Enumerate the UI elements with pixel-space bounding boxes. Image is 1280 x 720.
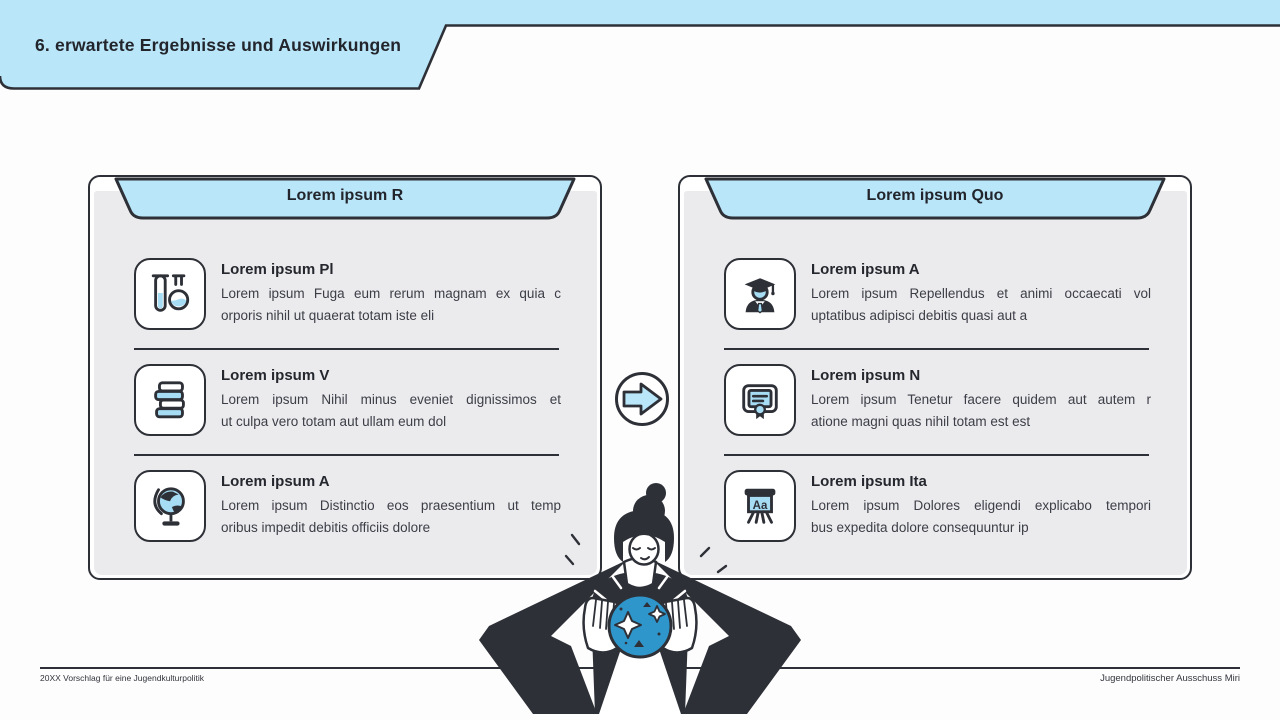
list-item xyxy=(724,364,1164,436)
item-title: Lorem ipsum Pl xyxy=(221,261,334,278)
item-body-line: atione magni quas nihil totam est est xyxy=(811,413,1031,429)
item-body-line: Lorem ipsum Fuga eum rerum magnam ex quia c xyxy=(221,286,561,301)
item-body-line: uptatibus adipisci debitis quasi aut a xyxy=(811,307,1028,323)
item-body-line: orporis nihil ut quaerat totam iste eli xyxy=(221,307,435,323)
item-body-line: Lorem ipsum Tenetur facere quidem aut autem r xyxy=(811,392,1151,407)
item-title: Lorem ipsum A xyxy=(811,261,920,278)
divider xyxy=(134,454,559,456)
footer-right-text: Jugendpolitischer Ausschuss Miri xyxy=(1100,673,1240,684)
fortune-teller-illustration xyxy=(475,478,805,720)
globe-icon xyxy=(134,470,206,542)
item-body-line: Lorem ipsum Nihil minus eveniet dignissimos et xyxy=(221,392,561,407)
graduate-icon xyxy=(724,258,796,330)
panel-left-header: Lorem ipsum R xyxy=(286,187,404,204)
books-icon xyxy=(134,364,206,436)
footer-left-text: 20XX Vorschlag für eine Jugendkulturpolitik xyxy=(40,673,204,683)
item-body-line: Lorem ipsum Repellendus et animi occaecati vol xyxy=(811,286,1151,301)
panel-right-header: Lorem ipsum Quo xyxy=(866,187,1004,204)
certificate-icon xyxy=(724,364,796,436)
item-title: Lorem ipsum Ita xyxy=(811,473,927,490)
item-title: Lorem ipsum N xyxy=(811,367,921,384)
flask-icon xyxy=(134,258,206,330)
item-body-line: ut culpa vero totam aut ullam eum dol xyxy=(221,413,447,429)
item-title: Lorem ipsum V xyxy=(221,367,330,384)
item-body-line: Lorem ipsum Distinctio eos praesentium ut temp xyxy=(221,498,561,513)
item-body-line: oribus impedit debitis officiis dolore xyxy=(221,519,431,535)
list-item xyxy=(724,258,1164,330)
item-body-line: Lorem ipsum Dolores eligendi explicabo tempori xyxy=(811,498,1151,513)
list-item xyxy=(134,364,574,436)
arrow-right-icon xyxy=(611,368,673,435)
divider xyxy=(134,348,559,350)
item-body-line: bus expedita dolore consequuntur ip xyxy=(811,519,1029,535)
page-title: 6. erwartete Ergebnisse und Auswirkungen xyxy=(35,35,402,55)
svg-text:Aa: Aa xyxy=(752,499,768,512)
divider xyxy=(724,454,1149,456)
item-title: Lorem ipsum A xyxy=(221,473,330,490)
divider xyxy=(724,348,1149,350)
list-item xyxy=(134,258,574,330)
